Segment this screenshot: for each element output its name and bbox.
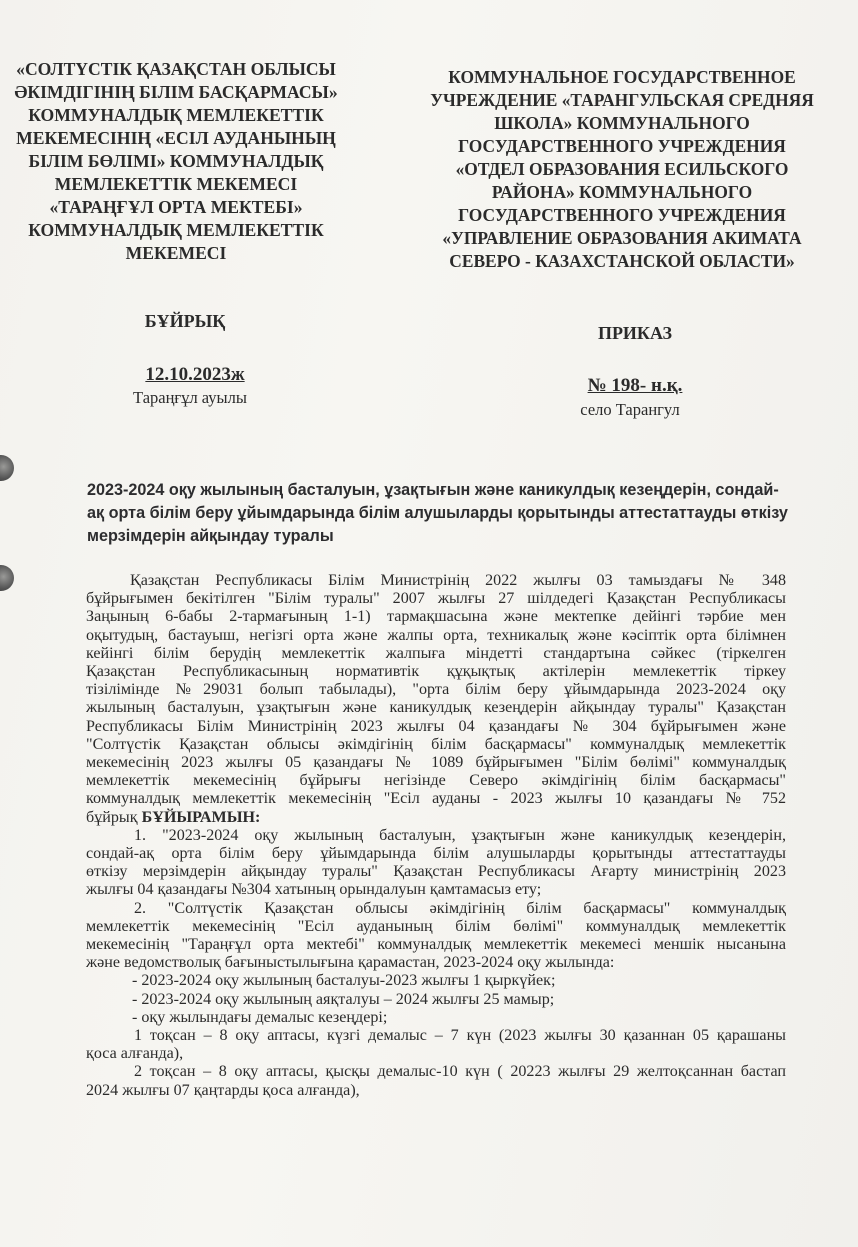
preamble-line: Қазақстан Республикасы Білім Министрінің 2022 жылғы 03 тамыздағы № 348 [130, 572, 786, 589]
preamble [86, 572, 786, 827]
title-line: мерзімдерін айқындау туралы [87, 527, 334, 545]
header-kazakh-line: ӘКІМДІГІНІҢ БІЛІМ БАСҚАРМАСЫ» [14, 82, 338, 102]
header-russian [412, 66, 832, 273]
punch-hole [0, 565, 14, 591]
order-command: БҰЙЫРАМЫН: [141, 808, 261, 826]
preamble-line: мекемесінің 2023 жылғы 05 қазандағы № 1089 бұйрығымен "Білім бөлімі" коммуналдық [86, 754, 786, 772]
list-item: - 2023-2024 оқу жылының аяқталуы – 2024 жылғы 25 мамыр; [132, 990, 555, 1008]
header-kazakh-line: МЕКЕМЕСІНІҢ «ЕСІЛ АУДАНЫНЫҢ [16, 128, 336, 148]
preamble-line: бұйрығымен бекітілген "Білім туралы" 2007 жылғы 27 шілдедегі Қазақстан Республикасы [86, 590, 786, 608]
header-kazakh-line: МЕКЕМЕСІ [125, 243, 227, 263]
place-kazakh: Тараңғұл ауылы [133, 388, 247, 407]
list-item: - оқу жылындағы демалыс кезеңдері; [132, 1008, 388, 1026]
item-2-line: мемлекеттік мекемесінің "Есіл ауданының білім бөлімі" коммуналдық мемлекеттік [86, 917, 786, 935]
quarter-1-line: қоса алғанда), [86, 1045, 184, 1063]
header-russian-line: СЕВЕРО - КАЗАХСТАНСКОЙ ОБЛАСТИ» [449, 251, 795, 271]
item-2-line: және ведомстволық бағыныстылығына қарамастан, 2023-2024 оқу жылында: [86, 954, 615, 972]
preamble-line: жылының басталуын, ұзақтығын және каникулдық кезеңдерін айқындау туралы" Қазақстан [86, 699, 786, 717]
item-1-line: жылғы 04 қазандағы №304 хатының орындалуын қамтамасыз ету; [86, 881, 542, 899]
order-body [86, 572, 786, 1100]
header-kazakh-line: КОММУНАЛДЫҚ МЕМЛЕКЕТТІК [28, 105, 324, 125]
item-1-line: өткізу мерзімдерін айқындау туралы" Қазақстан Республикасы Ағарту министрінің 2023 [86, 863, 786, 881]
dates-list [86, 972, 786, 1027]
header-kazakh-line: «ТАРАҢҒҰЛ ОРТА МЕКТЕБІ» [49, 197, 303, 217]
header-kazakh-line: БІЛІМ БӨЛІМІ» КОММУНАЛДЫҚ [28, 151, 324, 171]
preamble-last-line [86, 809, 786, 827]
preamble-line: Қазақстан Республикасының нормативтік құқықтық актілерін мемлекеттік тіркеу [86, 663, 786, 681]
title-line: 2023-2024 оқу жылының басталуын, ұзақтығын және каникулдық кезеңдерін, сондай- [87, 481, 779, 499]
preamble-line: оқытудың, бастауыш, негізгі орта және жалпы орта, техникалық және кәсіптік орта білімнен [86, 626, 786, 644]
header-russian-line: «УПРАВЛЕНИЕ ОБРАЗОВАНИЯ АКИМАТА [442, 228, 802, 248]
order-number: № 198- н.қ. [587, 375, 683, 396]
item-2 [86, 900, 786, 973]
header-kazakh-line: КОММУНАЛДЫҚ МЕМЛЕКЕТТІК [28, 220, 324, 240]
preamble-line: мемлекеттік мекемесінің бұйрығы негізінде Северо әкімдігінің білім басқармасы" [86, 772, 786, 790]
item-1-line: 1. "2023-2024 оқу жылының басталуын, ұзақтығын және каникулдық кезеңдерін, [134, 826, 786, 844]
header-russian-line: ГОСУДАРСТВЕННОГО УЧРЕЖДЕНИЯ [458, 136, 786, 156]
header-russian-line: УЧРЕЖДЕНИЕ «ТАРАНГУЛЬСКАЯ СРЕДНЯЯ [430, 90, 814, 110]
quarter-2-line: 2024 жылғы 07 қаңтарды қоса алғанда), [86, 1081, 360, 1099]
preamble-line: "Солтүстік Қазақстан облысы әкімдігінің білім басқармасы" коммуналдық мемлекеттік [86, 735, 786, 753]
order-title-kazakh: БҰЙРЫҚ [144, 311, 226, 331]
preamble-line: коммуналдық мемлекеттік мекемесінің "Есіл ауданы - 2023 жылғы 10 қазандағы № 752 [86, 790, 786, 808]
order-subject-title [87, 479, 797, 548]
header-russian-line: ГОСУДАРСТВЕННОГО УЧРЕЖДЕНИЯ [458, 205, 786, 225]
preamble-line: Республикасы Білім Министрінің 2023 жылғы 04 қазандағы № 304 бұйрығымен және [86, 717, 786, 735]
quarter-2 [86, 1063, 786, 1099]
header-russian-line: КОММУНАЛЬНОЕ ГОСУДАРСТВЕННОЕ [448, 67, 796, 87]
list-item: - 2023-2024 оқу жылының басталуы-2023 жылғы 1 қыркүйек; [132, 972, 556, 990]
header-russian-line: ШКОЛА» КОММУНАЛЬНОГО [494, 113, 750, 133]
header-kazakh-line: МЕМЛЕКЕТТІК МЕКЕМЕСІ [54, 174, 298, 194]
quarter-1 [86, 1027, 786, 1063]
preamble-line: тізілімінде №29031 болып табылады), "орта білім беру ұйымдарында 2023-2024 оқу [86, 681, 786, 699]
order-title-russian: ПРИКАЗ [597, 323, 673, 343]
header-russian-line: «ОТДЕЛ ОБРАЗОВАНИЯ ЕСИЛЬСКОГО [455, 159, 789, 179]
item-1 [86, 827, 786, 900]
item-2-line: мекемесінің "Тараңғұл орта мектебі" коммуналдық мемлекеттік мекемесі меншік нысанына [86, 936, 786, 954]
preamble-end: бұйрық [86, 808, 142, 826]
preamble-line: Заңының 6-бабы 2-тармағының 1-1) тармақшасына және мектепке дейінгі тәрбие мен [86, 608, 786, 626]
quarter-1-line: 1 тоқсан – 8 оқу аптасы, күзгі демалыс – 7 күн (2023 жылғы 30 қазаннан 05 қарашаны [134, 1027, 786, 1045]
header-kazakh-line: «СОЛТҮСТІК ҚАЗАҚСТАН ОБЛЫСЫ [16, 59, 336, 79]
preamble-line: кейінгі білім берудің мемлекеттік жалпыға міндетті стандартына сәйкес (тіркелген [86, 644, 786, 662]
quarter-2-line: 2 тоқсан – 8 оқу аптасы, қысқы демалыс-10 күн ( 20223 жылғы 29 желтоқсаннан бастап [134, 1063, 786, 1081]
header-kazakh [0, 58, 352, 265]
order-date: 12.10.2023ж [145, 364, 245, 385]
place-russian: село Тарангул [580, 400, 680, 419]
item-1-line: сондай-ақ орта білім беру ұйымдарында білім алушыларды қорытынды аттестаттауды [86, 845, 786, 863]
header-russian-line: РАЙОНА» КОММУНАЛЬНОГО [491, 182, 753, 202]
punch-hole [0, 455, 14, 481]
item-2-line: 2. "Солтүстік Қазақстан облысы әкімдігінің білім басқармасы" коммуналдық [134, 899, 786, 917]
title-line: ақ орта білім беру ұйымдарында білім алушыларды қорытынды аттестаттауды өткізу [87, 504, 788, 522]
